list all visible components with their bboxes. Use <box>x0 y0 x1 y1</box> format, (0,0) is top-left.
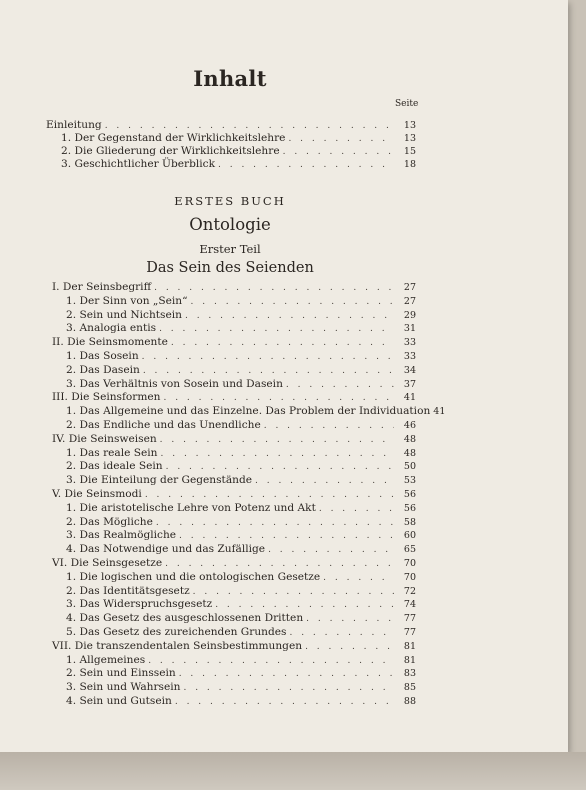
toc-page-number: 81 <box>403 654 416 666</box>
toc-entry <box>66 378 416 391</box>
toc-leader-dots <box>306 613 394 626</box>
toc-entry-label: 1. Das Allgemeine und das Einzelne. Das Problem der Individuation <box>66 405 431 418</box>
toc-entry-label: 2. Das Endliche und das Unendliche <box>66 419 261 431</box>
toc-leader-dots <box>165 558 394 571</box>
toc-entry-label: 1. Der Sinn von „Sein“ <box>66 294 188 307</box>
toc-entry <box>66 295 416 308</box>
toc-leader-dots <box>323 572 394 585</box>
toc-page-number: 41 <box>403 392 416 404</box>
toc-page-number: 72 <box>403 585 416 597</box>
toc-entry-label: 3. Das Verhältnis von Sosein und Dasein <box>66 377 283 390</box>
toc-chapter <box>52 433 416 446</box>
page-column-label: Seite <box>395 99 419 109</box>
toc-entry <box>66 626 416 639</box>
toc-leader-dots <box>175 696 394 709</box>
toc-entry <box>66 419 416 432</box>
toc-leader-dots <box>145 489 394 502</box>
toc-page-number: 70 <box>403 558 416 569</box>
toc-entry <box>66 350 416 363</box>
toc-chapter <box>52 281 416 294</box>
toc-page-number: 70 <box>403 571 416 583</box>
toc-entry-label: 1. Die aristotelische Lehre von Potenz und Akt <box>66 501 316 514</box>
toc-entry-intro-3: 3. Geschichtlicher Überblick . . . 18 <box>61 158 416 171</box>
toc-entry-label: VI. Die Seinsgesetze <box>52 557 163 569</box>
part-heading: Erster Teil <box>199 242 261 256</box>
toc-page-number: 56 <box>403 489 416 500</box>
toc-entry <box>66 543 416 556</box>
toc-page-number: 27 <box>403 295 416 307</box>
toc-leader-dots <box>183 682 394 695</box>
toc-page-number: 29 <box>403 309 416 321</box>
toc-chapter <box>52 557 416 570</box>
toc-chapter <box>52 336 416 349</box>
toc-page-number: 58 <box>403 516 416 528</box>
toc-leader-dots <box>159 323 394 336</box>
book-title: Ontologie <box>189 215 271 234</box>
toc-entry-label: 2. Das Dasein <box>66 363 140 376</box>
toc-entry <box>66 460 416 473</box>
toc-entry-label: 4. Das Gesetz des ausgeschlossenen Dritten <box>66 612 304 625</box>
book-heading: ERSTES BUCH <box>174 194 286 208</box>
toc-page-number: 48 <box>403 433 416 445</box>
toc-page-number: 33 <box>403 351 416 362</box>
toc-page-number: 77 <box>403 613 416 625</box>
toc-page-number: 31 <box>403 323 416 335</box>
toc-leader-dots <box>268 544 394 557</box>
toc-entry-label: 2. Das Mögliche <box>66 515 153 528</box>
toc-leader-dots <box>163 392 394 405</box>
toc-leader-dots <box>319 503 394 516</box>
toc-page-number: 50 <box>403 461 416 473</box>
toc-page-number: 81 <box>403 640 416 652</box>
toc-page-number: 41 <box>433 406 446 418</box>
toc-entry-label: 4. Sein und Gutsein <box>66 695 172 707</box>
toc-entry <box>66 447 416 460</box>
toc-entry <box>66 654 416 667</box>
toc-leader-dots <box>264 420 394 433</box>
toc-page-number: 34 <box>403 364 416 376</box>
toc-leader-dots <box>166 461 394 474</box>
toc-page-number: 33 <box>403 337 416 349</box>
toc-entry <box>66 502 416 515</box>
toc-entry <box>66 516 416 529</box>
toc-chapter <box>52 640 416 653</box>
toc-entry-label: 3. Sein und Wahrsein <box>66 681 181 694</box>
toc-entry-label: 4. Das Notwendige und das Zufällige <box>66 543 266 556</box>
toc-entry-label: 5. Das Gesetz des zureichenden Grundes <box>66 626 287 638</box>
toc-entry <box>66 667 416 680</box>
toc-leader-dots <box>179 530 394 543</box>
toc-entry-label: VII. Die transzendentalen Seinsbestimmungen <box>52 639 303 652</box>
toc-leader-dots <box>185 310 394 323</box>
toc-chapter <box>52 391 416 404</box>
toc-entry-intro-1: 1. Der Gegenstand der Wirklichkeitslehre . . . 13 <box>61 132 416 145</box>
toc-leader-dots <box>143 365 394 378</box>
toc-page-number: 27 <box>403 282 416 293</box>
page-title: Inhalt <box>193 66 267 91</box>
toc-entry-label: 3. Das Widerspruchsgesetz <box>66 598 213 611</box>
toc-page-number: 88 <box>403 696 416 707</box>
toc-leader-dots <box>215 599 394 612</box>
toc-leader-dots <box>305 641 394 654</box>
toc-page-number: 56 <box>403 502 416 514</box>
toc-page-number: 48 <box>403 447 416 459</box>
toc-leader-dots <box>289 627 394 640</box>
toc-entry <box>66 681 416 694</box>
toc-leader-dots <box>171 337 394 350</box>
toc-leader-dots <box>154 282 394 295</box>
toc-entry <box>66 322 416 335</box>
toc-page-number: 37 <box>403 378 416 390</box>
toc-chapter <box>52 488 416 501</box>
toc-entry <box>66 571 416 584</box>
toc-page-number: 85 <box>403 682 416 694</box>
toc-page-number: 65 <box>403 544 416 556</box>
toc-entry <box>66 405 446 418</box>
toc-leader-dots <box>193 586 394 599</box>
toc-entry-label: 3. Die Einteilung der Gegenstände <box>66 474 253 487</box>
toc-entry <box>66 474 416 487</box>
toc-entry-label: 2. Sein und Nichtsein <box>66 308 182 321</box>
toc-entry-label: V. Die Seinsmodi <box>52 488 142 500</box>
toc-page-number: 77 <box>403 627 416 638</box>
toc-entry-label: II. Die Seinsmomente <box>52 336 168 349</box>
toc-entry-label: 2. Das ideale Sein <box>66 460 163 473</box>
toc-leader-dots <box>179 668 394 681</box>
toc-leader-dots <box>148 655 394 668</box>
toc-entry <box>66 529 416 542</box>
toc-entry-intro: Einleitung . . . 13 <box>46 119 416 132</box>
toc-leader-dots <box>160 434 394 447</box>
part-title: Das Sein des Seienden <box>146 260 314 276</box>
toc-entry-label: 1. Allgemeines <box>66 653 146 666</box>
toc-entry-label: 1. Das Sosein <box>66 350 139 362</box>
toc-entry <box>66 309 416 322</box>
toc-entry-label: 3. Analogia entis <box>66 322 157 335</box>
toc-entry-label: I. Der Seinsbegriff <box>52 281 152 293</box>
toc-entry <box>66 585 416 598</box>
toc-entry-label: 3. Das Realmögliche <box>66 529 177 542</box>
toc-entry-label: 1. Die logischen und die ontologischen Gesetze <box>66 570 321 583</box>
background-edge <box>0 752 586 790</box>
toc-entry <box>66 598 416 611</box>
toc-entry-label: III. Die Seinsformen <box>52 391 161 404</box>
toc-page-number: 53 <box>403 475 416 487</box>
toc-leader-dots <box>191 296 394 309</box>
toc-leader-dots <box>156 517 394 530</box>
toc-entry-label: 2. Sein und Einssein <box>66 667 176 680</box>
toc-page-number: 46 <box>403 420 416 431</box>
toc-page-number: 74 <box>403 599 416 611</box>
toc-entry-label: 1. Das reale Sein <box>66 446 158 459</box>
toc-entry <box>66 364 416 377</box>
toc-page-number: 60 <box>403 530 416 542</box>
toc-page-number: 83 <box>403 668 416 680</box>
toc-entry-intro-2: 2. Die Gliederung der Wirklichkeitslehre . . . 15 <box>61 145 416 158</box>
toc-entry <box>66 695 416 708</box>
toc-entry <box>66 612 416 625</box>
toc-leader-dots <box>142 351 394 364</box>
toc-leader-dots <box>161 448 394 461</box>
toc-leader-dots <box>255 475 394 488</box>
toc-leader-dots <box>286 379 394 392</box>
toc-entry-label: IV. Die Seinsweisen <box>52 432 157 445</box>
toc-entry-label: 2. Das Identitätsgesetz <box>66 584 190 597</box>
